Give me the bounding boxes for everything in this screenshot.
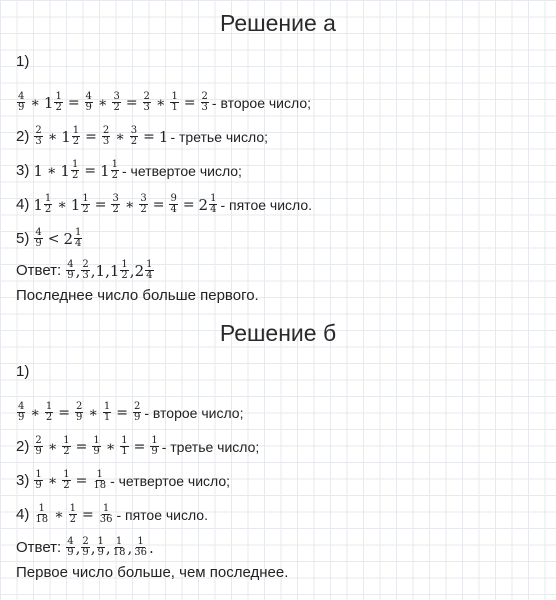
fraction: $\frac{1}{9}$ — [151, 435, 158, 457]
fraction: $\frac{4}{9}$ — [85, 91, 92, 113]
step-label: 2) — [16, 127, 30, 145]
step-description: - третье число; — [161, 438, 260, 455]
step-label: 3) — [16, 471, 30, 489]
part-b-step1-label-line — [16, 362, 29, 382]
equals-sign: = — [84, 162, 97, 179]
comma: , — [129, 261, 135, 280]
step-description: - второе число; — [211, 94, 312, 111]
part-a-title: Решение а — [220, 10, 336, 36]
part-a-conclusion — [16, 286, 259, 306]
less-than-sign: < — [47, 230, 60, 247]
equals-sign: = — [125, 94, 138, 111]
fraction: $\frac{1}{2}$ — [69, 503, 76, 525]
fraction: $\frac{1}{36}$ — [134, 536, 147, 558]
comma: , — [105, 261, 110, 280]
times-sign: ∗ — [30, 94, 40, 111]
times-sign: ∗ — [46, 162, 57, 179]
times-sign: ∗ — [47, 128, 58, 145]
part-a-step4 — [16, 194, 312, 215]
comma: , — [90, 261, 96, 280]
part-b-title: Решение б — [219, 320, 337, 346]
equals-sign: = — [81, 506, 94, 523]
mixed-number: 1 $\frac{1}{2}$ — [60, 159, 79, 181]
times-sign: ∗ — [88, 404, 98, 421]
step-label: 2) — [16, 437, 30, 455]
part-b-conclusion — [16, 563, 288, 583]
times-sign: ∗ — [47, 472, 58, 489]
comma: , — [105, 538, 111, 557]
step-description: - пятое число. — [220, 196, 313, 213]
part-a-step1-label-line — [16, 52, 29, 72]
mixed-number: 1 $\frac{1}{2}$ — [33, 193, 52, 215]
answer-label: Ответ: — [16, 538, 62, 556]
fraction: $\frac{2}{9}$ — [35, 435, 42, 457]
fraction: $\frac{9}{4}$ — [170, 193, 177, 215]
times-sign: ∗ — [105, 438, 116, 455]
part-b-step3 — [16, 470, 230, 491]
part-a-step2 — [16, 126, 268, 147]
step-description: - второе число; — [144, 404, 244, 421]
step-label: 4) — [16, 505, 30, 523]
period: . — [148, 538, 154, 557]
mixed-number: 1 $\frac{1}{2}$ — [61, 125, 80, 147]
fraction: $\frac{4}{9}$ — [35, 227, 42, 249]
fraction: $\frac{3}{2}$ — [112, 193, 119, 215]
fraction: $\frac{2}{3}$ — [102, 125, 110, 147]
equals-sign: = — [116, 404, 128, 421]
equals-sign: = — [152, 196, 165, 213]
fraction: $\frac{1}{2}$ — [63, 469, 70, 491]
value: 1 — [95, 261, 106, 280]
equals-sign: = — [94, 196, 107, 213]
part-b-step4 — [16, 504, 208, 525]
result-value: 1 — [158, 127, 169, 146]
mixed-number: 2 $\frac{1}{4}$ — [134, 259, 153, 281]
equals-sign: = — [133, 438, 146, 455]
mixed-number: 1 $\frac{1}{2}$ — [70, 193, 89, 215]
step-label: 1) — [16, 363, 30, 380]
equals-sign: = — [67, 94, 80, 111]
fraction: $\frac{4}{9}$ — [18, 91, 25, 113]
equals-sign: = — [58, 404, 70, 421]
mixed-number: 1 $\frac{1}{2}$ — [43, 91, 62, 113]
fraction: $\frac{3}{2}$ — [113, 91, 120, 113]
step-label: 5) — [16, 229, 30, 247]
times-sign: ∗ — [57, 196, 67, 213]
equals-sign: = — [143, 128, 155, 145]
fraction: $\frac{2}{9}$ — [82, 536, 89, 558]
comma: , — [127, 538, 133, 557]
part-b-step2 — [16, 436, 259, 457]
fraction: $\frac{4}{9}$ — [67, 259, 74, 281]
mixed-number: 2 $\frac{1}{4}$ — [198, 193, 217, 215]
fraction: $\frac{1}{2}$ — [63, 435, 70, 457]
mixed-number: 2 $\frac{1}{4}$ — [63, 227, 82, 249]
fraction: $\frac{1}{18}$ — [93, 469, 107, 491]
equals-sign: = — [75, 472, 88, 489]
part-b-step1-equation — [16, 402, 243, 423]
fraction: $\frac{1}{36}$ — [99, 503, 113, 525]
fraction: $\frac{2}{9}$ — [76, 401, 83, 423]
part-a-step3 — [16, 160, 242, 181]
fraction: $\frac{3}{2}$ — [140, 193, 147, 215]
fraction: $\frac{1}{1}$ — [121, 435, 128, 457]
mixed-number: 1 $\frac{1}{2}$ — [100, 159, 118, 181]
part-a-step1-equation — [16, 92, 311, 113]
equals-sign: = — [182, 196, 195, 213]
step-description: - третье число; — [170, 128, 269, 145]
fraction: $\frac{2}{3}$ — [82, 259, 89, 281]
step-label: 1) — [16, 53, 30, 70]
fraction: $\frac{1}{2}$ — [45, 401, 53, 423]
value: 1 — [33, 161, 43, 180]
conclusion-text: Первое число больше, чем последнее. — [16, 564, 289, 581]
comma: , — [75, 538, 81, 557]
part-a-answer — [16, 260, 155, 281]
fraction: $\frac{1}{18}$ — [112, 536, 126, 558]
mixed-number: 1 $\frac{1}{2}$ — [109, 259, 128, 281]
times-sign: ∗ — [124, 196, 135, 213]
fraction: $\frac{1}{1}$ — [171, 91, 178, 113]
step-label: 3) — [16, 161, 30, 179]
fraction: $\frac{1}{9}$ — [35, 469, 42, 491]
fraction: $\frac{1}{9}$ — [97, 536, 104, 558]
fraction: $\frac{2}{3}$ — [143, 91, 150, 113]
fraction: $\frac{2}{3}$ — [35, 125, 42, 147]
equals-sign: = — [85, 128, 97, 145]
step-description: - четвертое число; — [110, 472, 231, 489]
part-a-step5 — [16, 228, 83, 249]
equals-sign: = — [75, 438, 88, 455]
fraction: $\frac{2}{9}$ — [134, 401, 141, 423]
step-label: 4) — [16, 195, 30, 213]
part-b-answer — [16, 537, 154, 558]
answer-label: Ответ: — [16, 261, 62, 279]
fraction: $\frac{3}{2}$ — [130, 125, 138, 147]
fraction: $\frac{1}{18}$ — [35, 503, 49, 525]
times-sign: ∗ — [155, 94, 166, 111]
fraction: $\frac{2}{3}$ — [201, 91, 208, 113]
fraction: $\frac{1}{1}$ — [103, 401, 111, 423]
step-description: - пятое число. — [116, 506, 208, 523]
comma: , — [90, 538, 96, 557]
times-sign: ∗ — [115, 128, 125, 145]
fraction: $\frac{4}{9}$ — [18, 401, 25, 423]
times-sign: ∗ — [54, 506, 64, 523]
fraction: $\frac{1}{9}$ — [93, 435, 100, 457]
times-sign: ∗ — [97, 94, 108, 111]
fraction: $\frac{4}{9}$ — [67, 536, 74, 558]
equals-sign: = — [183, 94, 196, 111]
step-description: - четвертое число; — [121, 162, 242, 179]
comma: , — [75, 261, 81, 280]
times-sign: ∗ — [47, 438, 58, 455]
times-sign: ∗ — [30, 404, 40, 421]
conclusion-text: Последнее число больше первого. — [16, 287, 259, 304]
